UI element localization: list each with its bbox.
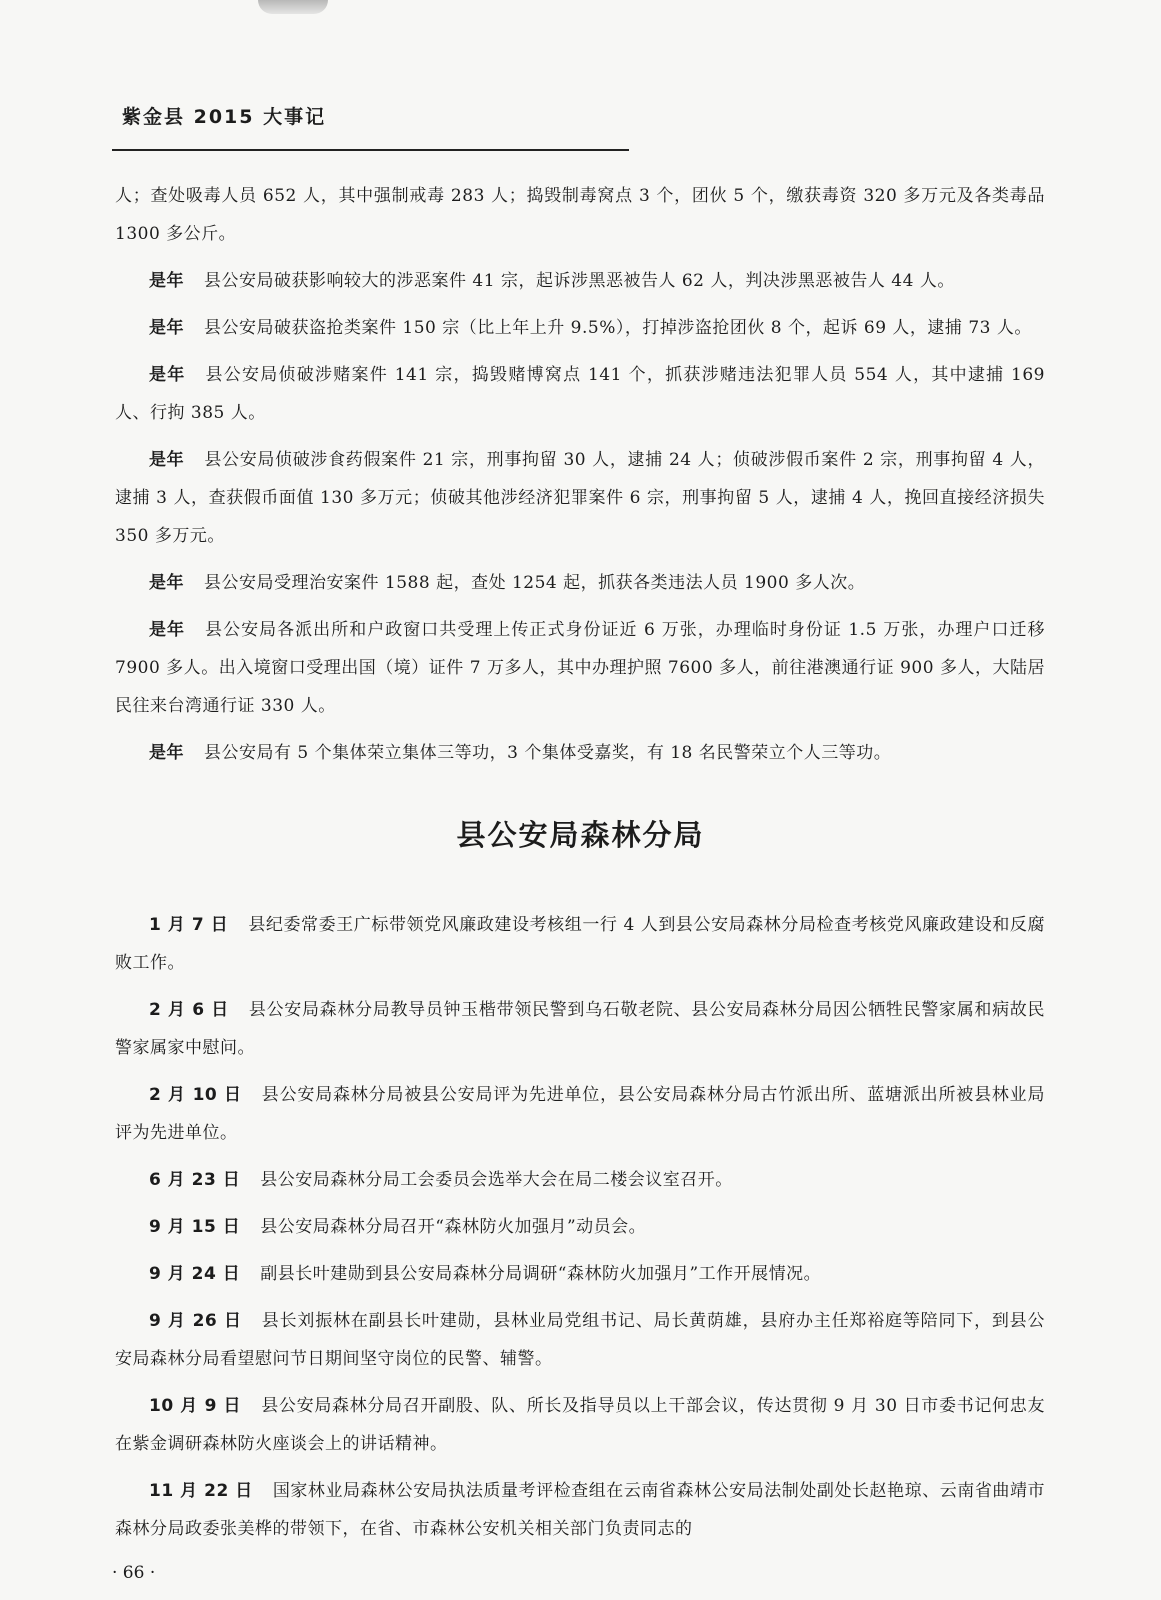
- entry-dated: [115, 1208, 1045, 1246]
- entry-text: 国家林业局森林公安局执法质量考评检查组在云南省森林公安局法制处副处长赵艳琼、云南省曲靖市森林分局政委张美桦的带领下，在省、市森林公安机关相关部门负责同志的: [115, 1481, 1045, 1539]
- entry-lead: 是年: [149, 450, 185, 470]
- section-entries: [115, 906, 1045, 1557]
- entry-date: 1 月 7 日: [149, 915, 229, 935]
- section-title: 县公安局森林分局: [456, 818, 705, 852]
- entry-dated: [115, 1302, 1045, 1378]
- entry-lead: 是年: [149, 318, 184, 338]
- entry-date: 11 月 22 日: [149, 1481, 253, 1501]
- entry-date: 10 月 9 日: [149, 1396, 242, 1416]
- entry-year: [115, 611, 1045, 725]
- entry-lead: 是年: [149, 743, 184, 763]
- entry-year: [115, 356, 1045, 432]
- entry-lead: 是年: [149, 365, 186, 385]
- entry-date: 6 月 23 日: [149, 1170, 241, 1190]
- entry-dated: [115, 991, 1045, 1067]
- entry-text: 县公安局破获盗抢类案件 150 宗（比上年上升 9.5%），打掉涉盗抢团伙 8 个，起诉 69 人，逮捕 73 人。: [204, 318, 1032, 338]
- top-entries: [115, 177, 1045, 781]
- entry-text: 县长刘振林在副县长叶建勋，县林业局党组书记、局长黄荫雄，县府办主任郑裕庭等陪同下，到县公安局森林分局看望慰问节日期间坚守岗位的民警、辅警。: [115, 1311, 1045, 1369]
- entry-lead: 是年: [149, 271, 184, 291]
- entry-year: [115, 734, 1045, 772]
- entry-year: [115, 309, 1045, 347]
- entry-year: [115, 564, 1045, 602]
- entry-text: 副县长叶建勋到县公安局森林分局调研“森林防火加强月”工作开展情况。: [260, 1264, 822, 1284]
- entry-text: 县公安局侦破涉食药假案件 21 宗，刑事拘留 30 人，逮捕 24 人；侦破涉假币案件 2 宗，刑事拘留 4 人，逮捕 3 人，查获假币面值 130 多万元；侦破其他涉经济犯罪案件 6 宗，刑事拘留 5 人，逮捕 4 人，挽回直接经济损失 350 多万元。: [115, 450, 1045, 546]
- header-rule: [112, 149, 629, 151]
- entry-text: 县公安局各派出所和户政窗口共受理上传正式身份证近 6 万张，办理临时身份证 1.5 万张，办理户口迁移 7900 多人。出入境窗口受理出国（境）证件 7 万多人，其中办理护照 7600 多人，前往港澳通行证 900 多人，大陆居民往来台湾通行证 330 人。: [115, 620, 1045, 716]
- entry-text: 人；查处吸毒人员 652 人，其中强制戒毒 283 人；捣毁制毒窝点 3 个，团伙 5 个，缴获毒资 320 多万元及各类毒品 1300 多公斤。: [115, 186, 1045, 244]
- entry-text: 县公安局森林分局召开“森林防火加强月”动员会。: [260, 1217, 647, 1237]
- entry-year: [115, 441, 1045, 555]
- entry-date: 9 月 24 日: [149, 1264, 241, 1284]
- entry-dated: [115, 1076, 1045, 1152]
- entry-text: 县公安局森林分局召开副股、队、所长及指导员以上干部会议，传达贯彻 9 月 30 日市委书记何忠友在紫金调研森林防火座谈会上的讲话精神。: [115, 1396, 1045, 1454]
- entry-lead: 是年: [149, 573, 184, 593]
- entry-text: 县公安局侦破涉赌案件 141 宗，捣毁赌博窝点 141 个，抓获涉赌违法犯罪人员 554 人，其中逮捕 169 人、行拘 385 人。: [115, 365, 1046, 423]
- entry-date: 9 月 26 日: [149, 1311, 242, 1331]
- entry-date: 9 月 15 日: [149, 1217, 241, 1237]
- entry-lead: 是年: [149, 620, 186, 640]
- entry-date: 2 月 10 日: [149, 1085, 242, 1105]
- entry-text: 县公安局破获影响较大的涉恶案件 41 宗，起诉涉黑恶被告人 62 人，判决涉黑恶被告人 44 人。: [204, 271, 955, 291]
- entry-text: 县公安局有 5 个集体荣立集体三等功，3 个集体受嘉奖，有 18 名民警荣立个人三等功。: [204, 743, 892, 763]
- entry-dated: [115, 1387, 1045, 1463]
- page-number: · 66 ·: [112, 1563, 156, 1583]
- entry-dated: [115, 1255, 1045, 1293]
- entry-dated: [115, 1161, 1045, 1199]
- running-header: 紫金县 2015 大事记: [122, 106, 327, 128]
- entry-year: [115, 262, 1045, 300]
- entry-date: 2 月 6 日: [149, 1000, 229, 1020]
- entry-continued: [115, 177, 1045, 253]
- entry-dated: [115, 1472, 1045, 1548]
- entry-text: 县公安局森林分局教导员钟玉楷带领民警到乌石敬老院、县公安局森林分局因公牺牲民警家属和病故民警家属家中慰问。: [115, 1000, 1045, 1058]
- entry-text: 县公安局受理治安案件 1588 起，查处 1254 起，抓获各类违法人员 1900 多人次。: [204, 573, 866, 593]
- entry-text: 县纪委常委王广标带领党风廉政建设考核组一行 4 人到县公安局森林分局检查考核党风廉政建设和反腐败工作。: [115, 915, 1045, 973]
- entry-text: 县公安局森林分局工会委员会选举大会在局二楼会议室召开。: [260, 1170, 733, 1190]
- scan-shadow: [258, 0, 328, 14]
- entry-dated: [115, 906, 1045, 982]
- entry-text: 县公安局森林分局被县公安局评为先进单位，县公安局森林分局古竹派出所、蓝塘派出所被县林业局评为先进单位。: [115, 1085, 1045, 1143]
